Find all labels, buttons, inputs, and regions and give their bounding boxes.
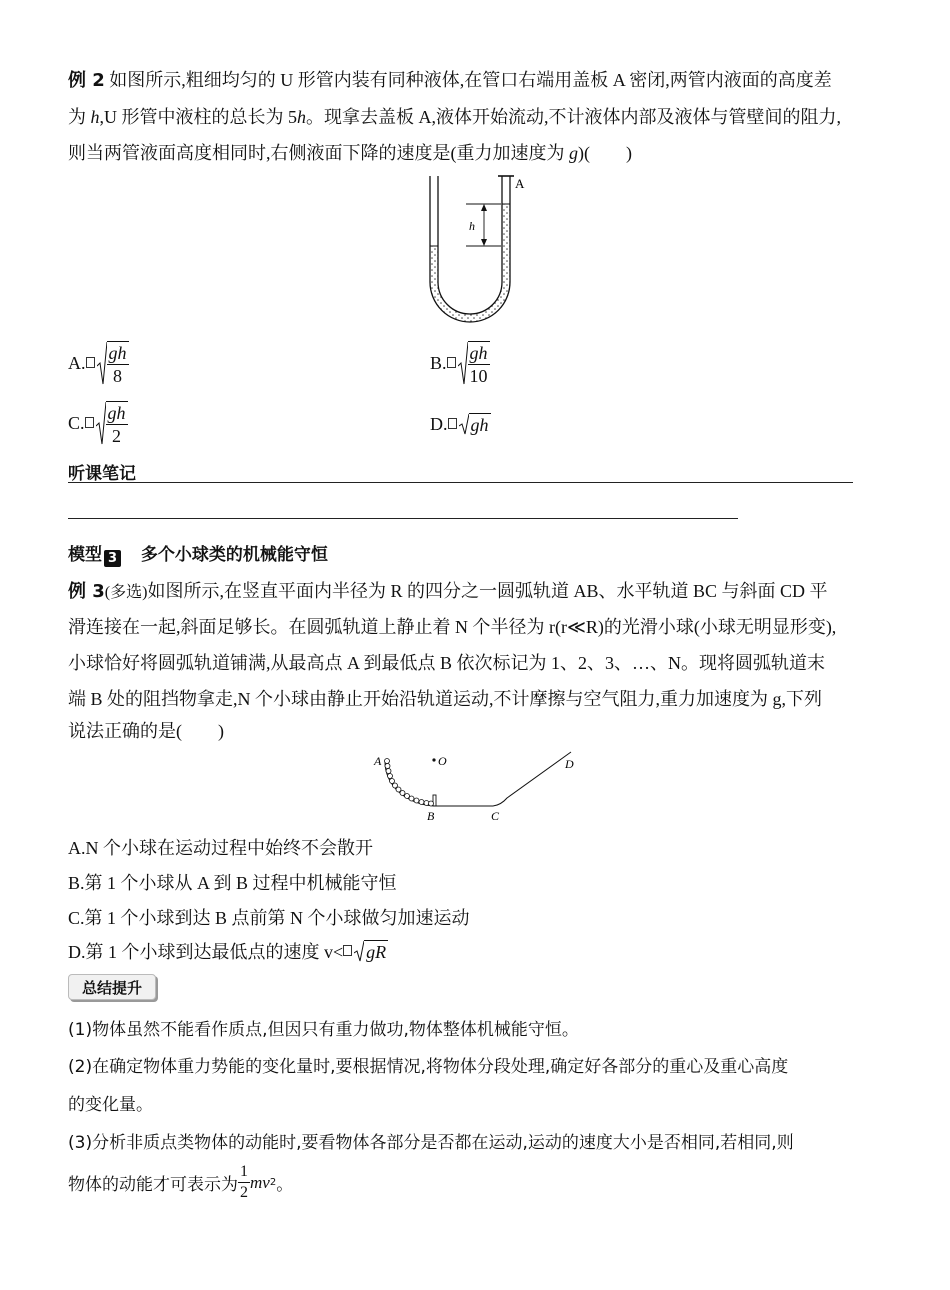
track-figure <box>365 748 595 826</box>
model3-heading: 模型 3 多个小球类的机械能守恒 <box>68 545 328 566</box>
example3-line4: 端 B 处的阻挡物拿走,N 个小球由静止开始沿轨道运动,不计摩擦与空气阻力,重力加速度为 g,下列 <box>68 689 823 709</box>
example3-option-d: D.第 1 个小球到达最低点的速度 v< gR <box>68 941 387 962</box>
summary-p3a: (3)分析非质点类物体的动能时,要看物体各部分是否都在运动,运动的速度大小是否相同,若相同,则 <box>68 1133 794 1153</box>
summary-p2a: (2)在确定物体重力势能的变化量时,要根据情况,将物体分段处理,确定好各部分的重心及重心高度 <box>68 1057 789 1077</box>
notes-line-1 <box>68 482 853 483</box>
summary-p3b: 物体的动能才可表示为 $\frac{1}{2}$ mv 2 。 <box>68 1163 294 1201</box>
fig-label-O: O <box>438 754 447 768</box>
u-tube-figure <box>400 172 550 327</box>
example2-option-a: A. $\frac{gh}{8}$ <box>68 343 127 386</box>
example2-line3: 则当两管液面高度相同时,右侧液面下降的速度是(重力加速度为 g)( ) <box>68 143 632 163</box>
example3-option-c: C.第 1 个小球到达 B 点前第 N 个小球做匀加速运动 <box>68 908 470 928</box>
example3-line2: 滑连接在一起,斜面足够长。在圆弧轨道上静止着 N 个半径为 r(r≪R)的光滑小球(小球无明显形变), <box>68 617 837 637</box>
example3-line1: 例 3(多选)如图所示,在竖直平面内半径为 R 的四分之一圆弧轨道 AB、水平轨道 BC 与斜面 CD 平 <box>68 581 828 602</box>
example3-line5: 说法正确的是( ) <box>68 721 224 741</box>
example2-option-b: B. $\frac{gh}{10}$ <box>430 343 488 386</box>
summary-p2b: 的变化量。 <box>68 1095 153 1115</box>
example3-option-a: A.N 个小球在运动过程中始终不会散开 <box>68 838 373 858</box>
example3-line3: 小球恰好将圆弧轨道铺满,从最高点 A 到最低点 B 依次标记为 1、2、3、…、N。现将圆弧轨道末 <box>68 653 826 673</box>
example2-option-c: C. $\frac{gh}{2}$ <box>68 403 126 446</box>
fig-label-A3: A <box>374 754 382 768</box>
example3-option-b: B.第 1 个小球从 A 到 B 过程中机械能守恒 <box>68 873 397 893</box>
example2-line1: 例 2 如图所示,粗细均匀的 U 形管内装有同种液体,在管口右端用盖板 A 密闭,两管内液面的高度差 <box>68 70 832 91</box>
summary-tag: 总结提升 <box>68 974 156 1000</box>
example2-option-d: D. gh <box>430 413 489 435</box>
summary-p1: (1)物体虽然不能看作质点,但因只有重力做功,物体整体机械能守恒。 <box>68 1020 579 1040</box>
fig-label-D: D <box>565 757 574 771</box>
example2-line2: 为 h,U 形管中液柱的总长为 5h。现拿去盖板 A,液体开始流动,不计液体内部及液体与管壁间的阻力, <box>68 107 841 127</box>
fig-label-A: A <box>515 176 525 191</box>
fig-label-B: B <box>427 809 435 823</box>
fig-label-C: C <box>491 809 500 823</box>
notes-line-2 <box>68 518 738 519</box>
fig-label-h: h <box>469 219 475 233</box>
notes-label: 听课笔记 <box>68 464 136 484</box>
